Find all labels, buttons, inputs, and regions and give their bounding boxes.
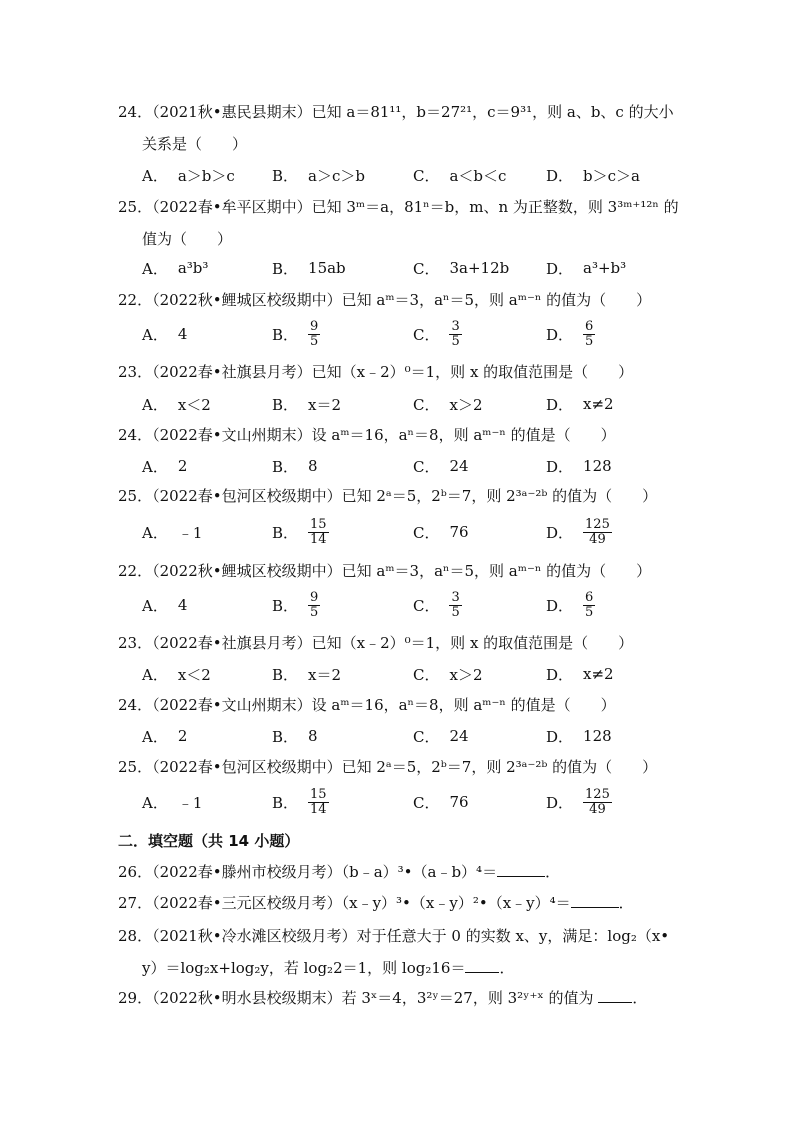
answer-blank[interactable] <box>465 958 499 973</box>
question-23 <box>118 633 688 653</box>
option-c[interactable]: C． $\frac{3}{5}$ <box>413 589 460 620</box>
option-d[interactable]: D． 128 <box>546 727 612 746</box>
question-22 <box>118 561 688 581</box>
option-c[interactable]: C． a＜b＜c <box>413 166 507 185</box>
options-25 <box>142 250 702 286</box>
question-26: 26．（2022春•滕州市校级月考）（b﹣a）³•（a﹣b）⁴＝ ． <box>118 863 561 881</box>
option-b[interactable]: B． $\frac{9}{5}$ <box>272 589 319 620</box>
question-text: 28．（2021秋•冷水滩区校级月考）对于任意大于 0 的实数 x、y，满足：log₂（x• <box>118 927 670 945</box>
question-text: 25．（2022春•牟平区期中）已知 3ᵐ＝a，81ⁿ＝b，m、n 为正整数，则 3³ᵐ⁺¹²ⁿ 的 <box>118 198 679 216</box>
question-23 <box>118 362 688 382</box>
option-b[interactable]: B． $\frac{15}{14}$ <box>272 516 327 547</box>
question-27: 27．（2022春•三元区校级月考）（x﹣y）³•（x﹣y）²•（x﹣y）⁴＝ ． <box>118 894 634 912</box>
option-a[interactable]: A． 2 <box>142 727 188 746</box>
option-c[interactable]: C． 24 <box>413 457 469 476</box>
option-a[interactable]: A． a³b³ <box>142 259 209 278</box>
question-text-cont: 关系是（ ） <box>142 135 248 153</box>
option-a[interactable]: A． x＜2 <box>142 665 211 684</box>
option-b[interactable]: B． $\frac{15}{14}$ <box>272 786 327 817</box>
answer-blank[interactable] <box>598 988 632 1003</box>
option-c[interactable]: C． $\frac{3}{5}$ <box>413 318 460 349</box>
question-text-cont: y）＝log₂x+log₂y，若 log₂2＝1，则 log₂16＝ ． <box>142 959 515 977</box>
fraction: $\frac{125}{49}$ <box>585 516 610 547</box>
option-c[interactable]: C． x＞2 <box>413 665 483 684</box>
question-text: 24．（2022春•文山州期末）设 aᵐ＝16，aⁿ＝8，则 aᵐ⁻ⁿ 的值是（ ） <box>118 426 616 444</box>
option-a[interactable]: A． x＜2 <box>142 395 211 414</box>
option-c[interactable]: C． 76 <box>413 523 469 542</box>
question-text: 23．（2022春•社旗县月考）已知（x﹣2）⁰＝1，则 x 的取值范围是（ ） <box>118 634 634 652</box>
options-24 <box>142 718 702 754</box>
option-d[interactable]: D． x≠2 <box>546 395 614 414</box>
question-24 <box>118 102 688 154</box>
options-25 <box>142 514 702 550</box>
question-text: 25．（2022春•包河区校级期中）已知 2ᵃ＝5，2ᵇ＝7，则 2³ᵃ⁻²ᵇ 的值为（ ） <box>118 487 658 505</box>
fraction: $\frac{6}{5}$ <box>585 318 594 349</box>
fraction: $\frac{15}{14}$ <box>310 516 327 547</box>
option-a[interactable]: A． ﹣1 <box>142 523 203 542</box>
question-text: 24．（2021秋•惠民县期末）已知 a＝81¹¹，b＝27²¹，c＝9³¹，则 a、b、c 的大小 <box>118 103 674 121</box>
fraction: $\frac{15}{14}$ <box>310 786 327 817</box>
question-29: 29．（2022秋•明水县校级期末）若 3ˣ＝4，3²ʸ＝27，则 3²ʸ⁺ˣ 的值为 ． <box>118 989 648 1007</box>
section-heading: 二．填空题（共 14 小题） <box>118 832 300 850</box>
question-text-cont: 值为（ ） <box>142 230 233 248</box>
answer-blank[interactable] <box>571 893 619 908</box>
options-25 <box>142 784 702 820</box>
question-text: 22．（2022秋•鲤城区校级期中）已知 aᵐ＝3，aⁿ＝5，则 aᵐ⁻ⁿ 的值为（ ） <box>118 562 652 580</box>
fraction: $\frac{9}{5}$ <box>310 318 319 349</box>
question-25 <box>118 197 688 249</box>
option-b[interactable]: B． a＞c＞b <box>272 166 365 185</box>
question-25 <box>118 757 688 777</box>
question-24 <box>118 695 688 715</box>
question-28 <box>118 926 688 978</box>
option-c[interactable]: C． 24 <box>413 727 469 746</box>
question-22 <box>118 290 688 310</box>
option-d[interactable]: D． $\frac{125}{49}$ <box>546 786 610 817</box>
option-b[interactable]: B． x＝2 <box>272 665 342 684</box>
answer-blank[interactable] <box>497 862 545 877</box>
option-d[interactable]: D． $\frac{6}{5}$ <box>546 589 594 620</box>
option-c[interactable]: C． 3a+12b <box>413 259 510 278</box>
option-c[interactable]: C． x＞2 <box>413 395 483 414</box>
fraction: $\frac{9}{5}$ <box>310 589 319 620</box>
option-b[interactable]: B． 15ab <box>272 259 346 278</box>
question-25 <box>118 486 688 506</box>
option-d[interactable]: D． $\frac{125}{49}$ <box>546 516 610 547</box>
option-d[interactable]: D． b＞c＞a <box>546 166 640 185</box>
options-24 <box>142 448 702 484</box>
question-text: 24．（2022春•文山州期末）设 aᵐ＝16，aⁿ＝8，则 aᵐ⁻ⁿ 的值是（ ） <box>118 696 616 714</box>
option-a[interactable]: A． 2 <box>142 457 188 476</box>
question-24 <box>118 425 688 445</box>
question-text: 22．（2022秋•鲤城区校级期中）已知 aᵐ＝3，aⁿ＝5，则 aᵐ⁻ⁿ 的值为（ ） <box>118 291 652 309</box>
option-b[interactable]: B． 8 <box>272 727 318 746</box>
option-a[interactable]: A． ﹣1 <box>142 793 203 812</box>
question-text: 23．（2022春•社旗县月考）已知（x﹣2）⁰＝1，则 x 的取值范围是（ ） <box>118 363 634 381</box>
fraction: $\frac{125}{49}$ <box>585 786 610 817</box>
options-24 <box>142 157 702 193</box>
fraction: $\frac{3}{5}$ <box>451 318 460 349</box>
fraction: $\frac{6}{5}$ <box>585 589 594 620</box>
options-23 <box>142 656 702 692</box>
options-23 <box>142 386 702 422</box>
option-b[interactable]: B． $\frac{9}{5}$ <box>272 318 319 349</box>
option-b[interactable]: B． x＝2 <box>272 395 342 414</box>
option-d[interactable]: D． x≠2 <box>546 665 614 684</box>
option-b[interactable]: B． 8 <box>272 457 318 476</box>
option-a[interactable]: A． 4 <box>142 596 188 615</box>
options-22 <box>142 316 702 352</box>
option-d[interactable]: D． $\frac{6}{5}$ <box>546 318 594 349</box>
option-a[interactable]: A． 4 <box>142 325 188 344</box>
option-d[interactable]: D． 128 <box>546 457 612 476</box>
option-a[interactable]: A． a＞b＞c <box>142 166 235 185</box>
option-c[interactable]: C． 76 <box>413 793 469 812</box>
option-d[interactable]: D． a³+b³ <box>546 259 627 278</box>
question-text: 25．（2022春•包河区校级期中）已知 2ᵃ＝5，2ᵇ＝7，则 2³ᵃ⁻²ᵇ 的值为（ ） <box>118 758 658 776</box>
options-22 <box>142 587 702 623</box>
fraction: $\frac{3}{5}$ <box>451 589 460 620</box>
